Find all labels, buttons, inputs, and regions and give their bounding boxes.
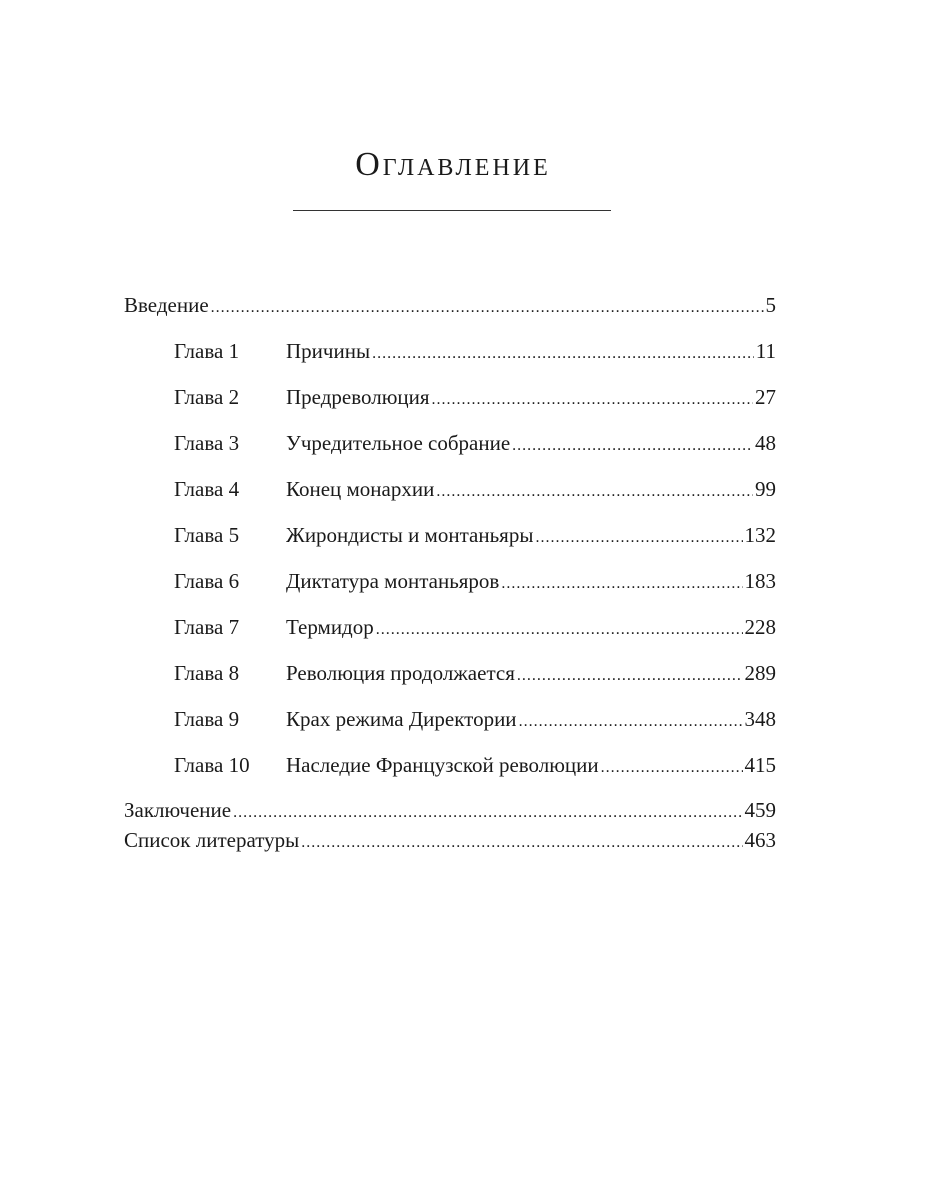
chapter-number: Глава 4 [174,477,240,501]
dot-leader [517,663,743,689]
toc-entry-chapter-9[interactable] [124,706,776,732]
chapter-number: Глава 5 [174,523,240,547]
toc-page-number: 459 [744,798,776,822]
chapter-title: Учредительное собрание [286,431,511,455]
chapter-title: Крах режима Директории [286,707,517,731]
dot-leader [601,755,743,781]
dot-leader [436,479,753,505]
toc-page-number: 348 [744,707,776,731]
dot-leader [512,433,753,459]
toc-entry-label: Введение [124,293,209,317]
toc-entry-chapter-6[interactable] [124,568,776,594]
chapter-number: Глава 7 [174,615,240,639]
chapter-title: Жирондисты и монтаньяры [286,523,534,547]
title-divider [293,210,611,211]
toc-page-number: 228 [744,615,776,639]
toc-entry-label: Заключение [124,798,232,822]
chapter-number: Глава 9 [174,707,240,731]
toc-page-number: 132 [744,523,776,547]
chapter-title: Предреволюция [286,385,430,409]
toc-page-number: 415 [744,753,776,777]
toc-page-number: 11 [755,339,776,363]
toc-entry-chapter-4[interactable] [124,476,776,502]
toc-page-number: 463 [744,828,776,852]
dot-leader [301,830,742,856]
dot-leader [372,341,754,367]
toc-entry-bibliography[interactable] [124,827,776,853]
page-title: Оглавление [355,146,551,183]
toc-entry-chapter-10[interactable] [124,752,776,778]
chapter-number: Глава 2 [174,385,240,409]
dot-leader [535,525,742,551]
chapter-number: Глава 10 [174,753,250,777]
chapter-number: Глава 6 [174,569,240,593]
dot-leader [233,800,742,826]
toc-entry-chapter-7[interactable] [124,614,776,640]
toc-entry-conclusion[interactable] [124,797,776,823]
toc-entry-intro[interactable] [124,292,776,318]
chapter-title: Причины [286,339,371,363]
toc-entry-chapter-3[interactable] [124,430,776,456]
toc-entry-label: Список литературы [124,828,300,852]
toc-page-number: 5 [765,293,776,317]
chapter-number: Глава 3 [174,431,240,455]
chapter-number: Глава 1 [174,339,240,363]
chapter-number: Глава 8 [174,661,240,685]
dot-leader [211,295,764,321]
dot-leader [432,387,753,413]
chapter-title: Термидор [286,615,374,639]
chapter-title: Революция продолжается [286,661,515,685]
dot-leader [376,617,743,643]
dot-leader [501,571,742,597]
toc-page-number: 99 [755,477,776,501]
chapter-title: Диктатура монтаньяров [286,569,500,593]
toc-entry-chapter-1[interactable] [124,338,776,364]
toc-page-number: 183 [744,569,776,593]
toc-entry-chapter-5[interactable] [124,522,776,548]
chapter-title: Конец монархии [286,477,435,501]
toc-page-number: 48 [755,431,776,455]
chapter-title: Наследие Французской революции [286,753,599,777]
toc-entry-chapter-2[interactable] [124,384,776,410]
toc-page-number: 289 [744,661,776,685]
toc-entry-chapter-8[interactable] [124,660,776,686]
dot-leader [519,709,743,735]
toc-page-number: 27 [755,385,776,409]
